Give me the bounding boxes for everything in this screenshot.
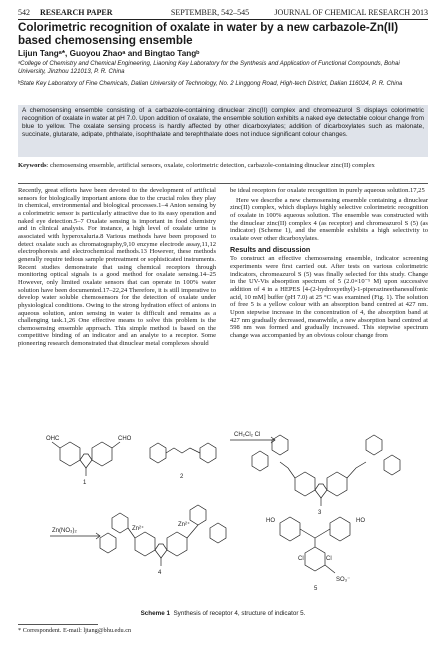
right-column: [230, 187, 428, 341]
affiliation-a: ᵃCollege of Chemistry and Chemical Engineering, Liaoning Key Laboratory for the Synthesis and Application of Functional Compounds, Bohai University, Jinzhou 121013, P. R. China: [18, 60, 400, 75]
author-list: Lijun Tangᵃ*, Guoyou Zhaoᵃ and Bingtao Tangᵇ: [18, 49, 200, 58]
cho-label-left: OHC: [46, 436, 60, 442]
scheme-caption: [18, 610, 428, 617]
header-rule: [18, 19, 428, 20]
page-number: 542: [18, 7, 30, 17]
scheme-figure: [40, 418, 420, 613]
chloro-label-right: Cl: [326, 556, 332, 562]
scheme-caption-text: Synthesis of receptor 4, structure of indicator 5.: [173, 610, 306, 617]
section-label: RESEARCH PAPER: [40, 7, 113, 17]
article-title: Colorimetric recognition of oxalate in water by a new carbazole-Zn(II) based chemosensing ensemble: [18, 21, 399, 47]
zinc-ion-right: Zn²⁺: [178, 522, 191, 528]
compound-2-label: 2: [180, 474, 184, 480]
hydroxy-label-right: HO: [356, 518, 365, 524]
compound-3-label: 3: [318, 510, 322, 516]
hydroxy-label-left: HO: [266, 518, 275, 524]
page-header: [18, 6, 428, 18]
results-paragraph: To construct an effective chemosensing ensemble, indicator screening experiments were first carried out. After tests on various colorimetric indicators, chromeazurol S (5) was finally selected for this study. Change in the UV-Vis absorption spectrum of 5 (2.0×10⁻⁵ M) upon successive addition of 4 in a HEPES [4-(2-hydroxyethyl)-1-piperazineethanesulfonic acid, 10 mM] buffer (pH 7.0) at 25 °C was examined (Fig. 1). The solution of free 5 is a yellow colour with an absorption band centred at 427 nm. Upon stepwise increase in the concentration of 4, the absorption band at 427 nm gradually decreased, meanwhile, a new absorption band centred at 598 nm was formed and gradually increased. This stepwise spectrum change was accompanied by an obvious colour change from: [230, 255, 428, 339]
keywords-text: : chemosensing ensemble, artificial sensors, oxalate, colorimetric detection, carbazole-containing dinuclear zinc(II) complex: [46, 162, 375, 169]
intro-end-paragraph: be ideal receptors for oxalate recognition in purely aqueous solution.17,25: [230, 187, 425, 194]
keywords-label: Keywords: [18, 162, 47, 169]
abstract-box: A chemosensing ensemble consisting of a carbazole-containing dinuclear zinc(II) complex and chromeazurol S displays colorimetric recognition of oxalate in water at pH 7.0. Upon addition of oxalate, the ensemble solution exhibits a naked eye detectable colour change from blue to yellow. The oxalate sensing process is hardly affected by other dicarboxylates; addition of dicarboxylates such as malonate, succinate, glutarate, adipate, phthalate, isophthalate and terephthalate does not induce significant colour changes.: [18, 105, 428, 157]
cho-label-right: CHO: [118, 436, 132, 442]
keywords: [18, 162, 428, 170]
journal-name: JOURNAL OF CHEMICAL RESEARCH 2013: [274, 7, 428, 17]
reagent-label: CH₂Cl₂ Cl: [234, 432, 261, 438]
scheme-drawing: [40, 418, 420, 613]
zinc-ion-left: Zn²⁺: [132, 526, 145, 532]
compound-4-label: 4: [158, 570, 162, 576]
scheme-caption-label: Scheme 1: [140, 610, 170, 617]
compound-1-label: 1: [83, 480, 87, 486]
intro-paragraph: Recently, great efforts have been devoted to the development of artificial sensors for biologically important anions due to the crucial roles they play in chemical, environmental and biological processes.1–4 Anion sensing by a colorimetric sensor is particularly attractive due to its easy operation and naked eye detection.5–7 Oxalate sensing is important in food chemistry and in clinical analysis. For instance, a high level of oxalate urine is associated with hyperoxaluria.8 Various methods have been proposed to detect oxalate such as chromatography,9,10 enzyme electrode assay,11,12 electrophoresis and electrochemical methods.13 However, these methods generally require tedious sample pretreatment or sophisticated instruments. Recent studies demonstrate that using chemical receptors through monitoring optical signals is a good method for oxalate sensing.14–25 However, only limited oxalate sensors that can operate in 100% water solution have been documented.17–22,24 Therefore, it is still imperative to develop water soluble chemosensors for the detection of oxalate under physiological conditions. Owing to the strong hydration effect of anions in aqueous solution, anion sensing in water is difficult and remains as a challenging task.1,26 One effective means to solve this problem is the chemosensing ensemble approach. This simple method is based on the competitive binding of an indicator and an analyte to a receptor. Some pioneering research demonstrated that dinuclear metal complexes should: [18, 187, 216, 348]
affiliation-b: ᵇState Key Laboratory of Fine Chemicals, Dalian University of Technology, No. 2 Linggong Road, High-tech District, Dalian 116024, P. R. China: [18, 80, 403, 87]
zinc-reagent-label: Zn(NO₃)₂: [52, 528, 77, 534]
footnote-rule: [18, 624, 98, 625]
issue-date: SEPTEMBER, 542–545: [170, 7, 250, 17]
compound-5-label: 5: [314, 586, 318, 592]
corresponding-footnote: * Correspondent. E-mail: ljtang@bhu.edu.cn: [18, 627, 132, 634]
chloro-label-left: Cl: [298, 556, 304, 562]
results-heading: Results and discussion: [230, 244, 311, 254]
ensemble-paragraph: Here we describe a new chemosensing ensemble containing a dinuclear zinc(II) complex, which displays highly selective colorimetric recognition of oxalate in 100% aqueous solution. The ensemble was constructed with the dinuclear zinc(II) complex 4 (as receptor) and chromeazurol S (5) (as indicator) (Scheme 1), and the ensemble exhibits a high selectivity to oxalate over other dicarboxylates.: [230, 196, 428, 242]
sulfonate-label: SO₃⁻: [336, 577, 351, 583]
left-column: [18, 187, 216, 350]
keywords-rule: [18, 183, 428, 184]
